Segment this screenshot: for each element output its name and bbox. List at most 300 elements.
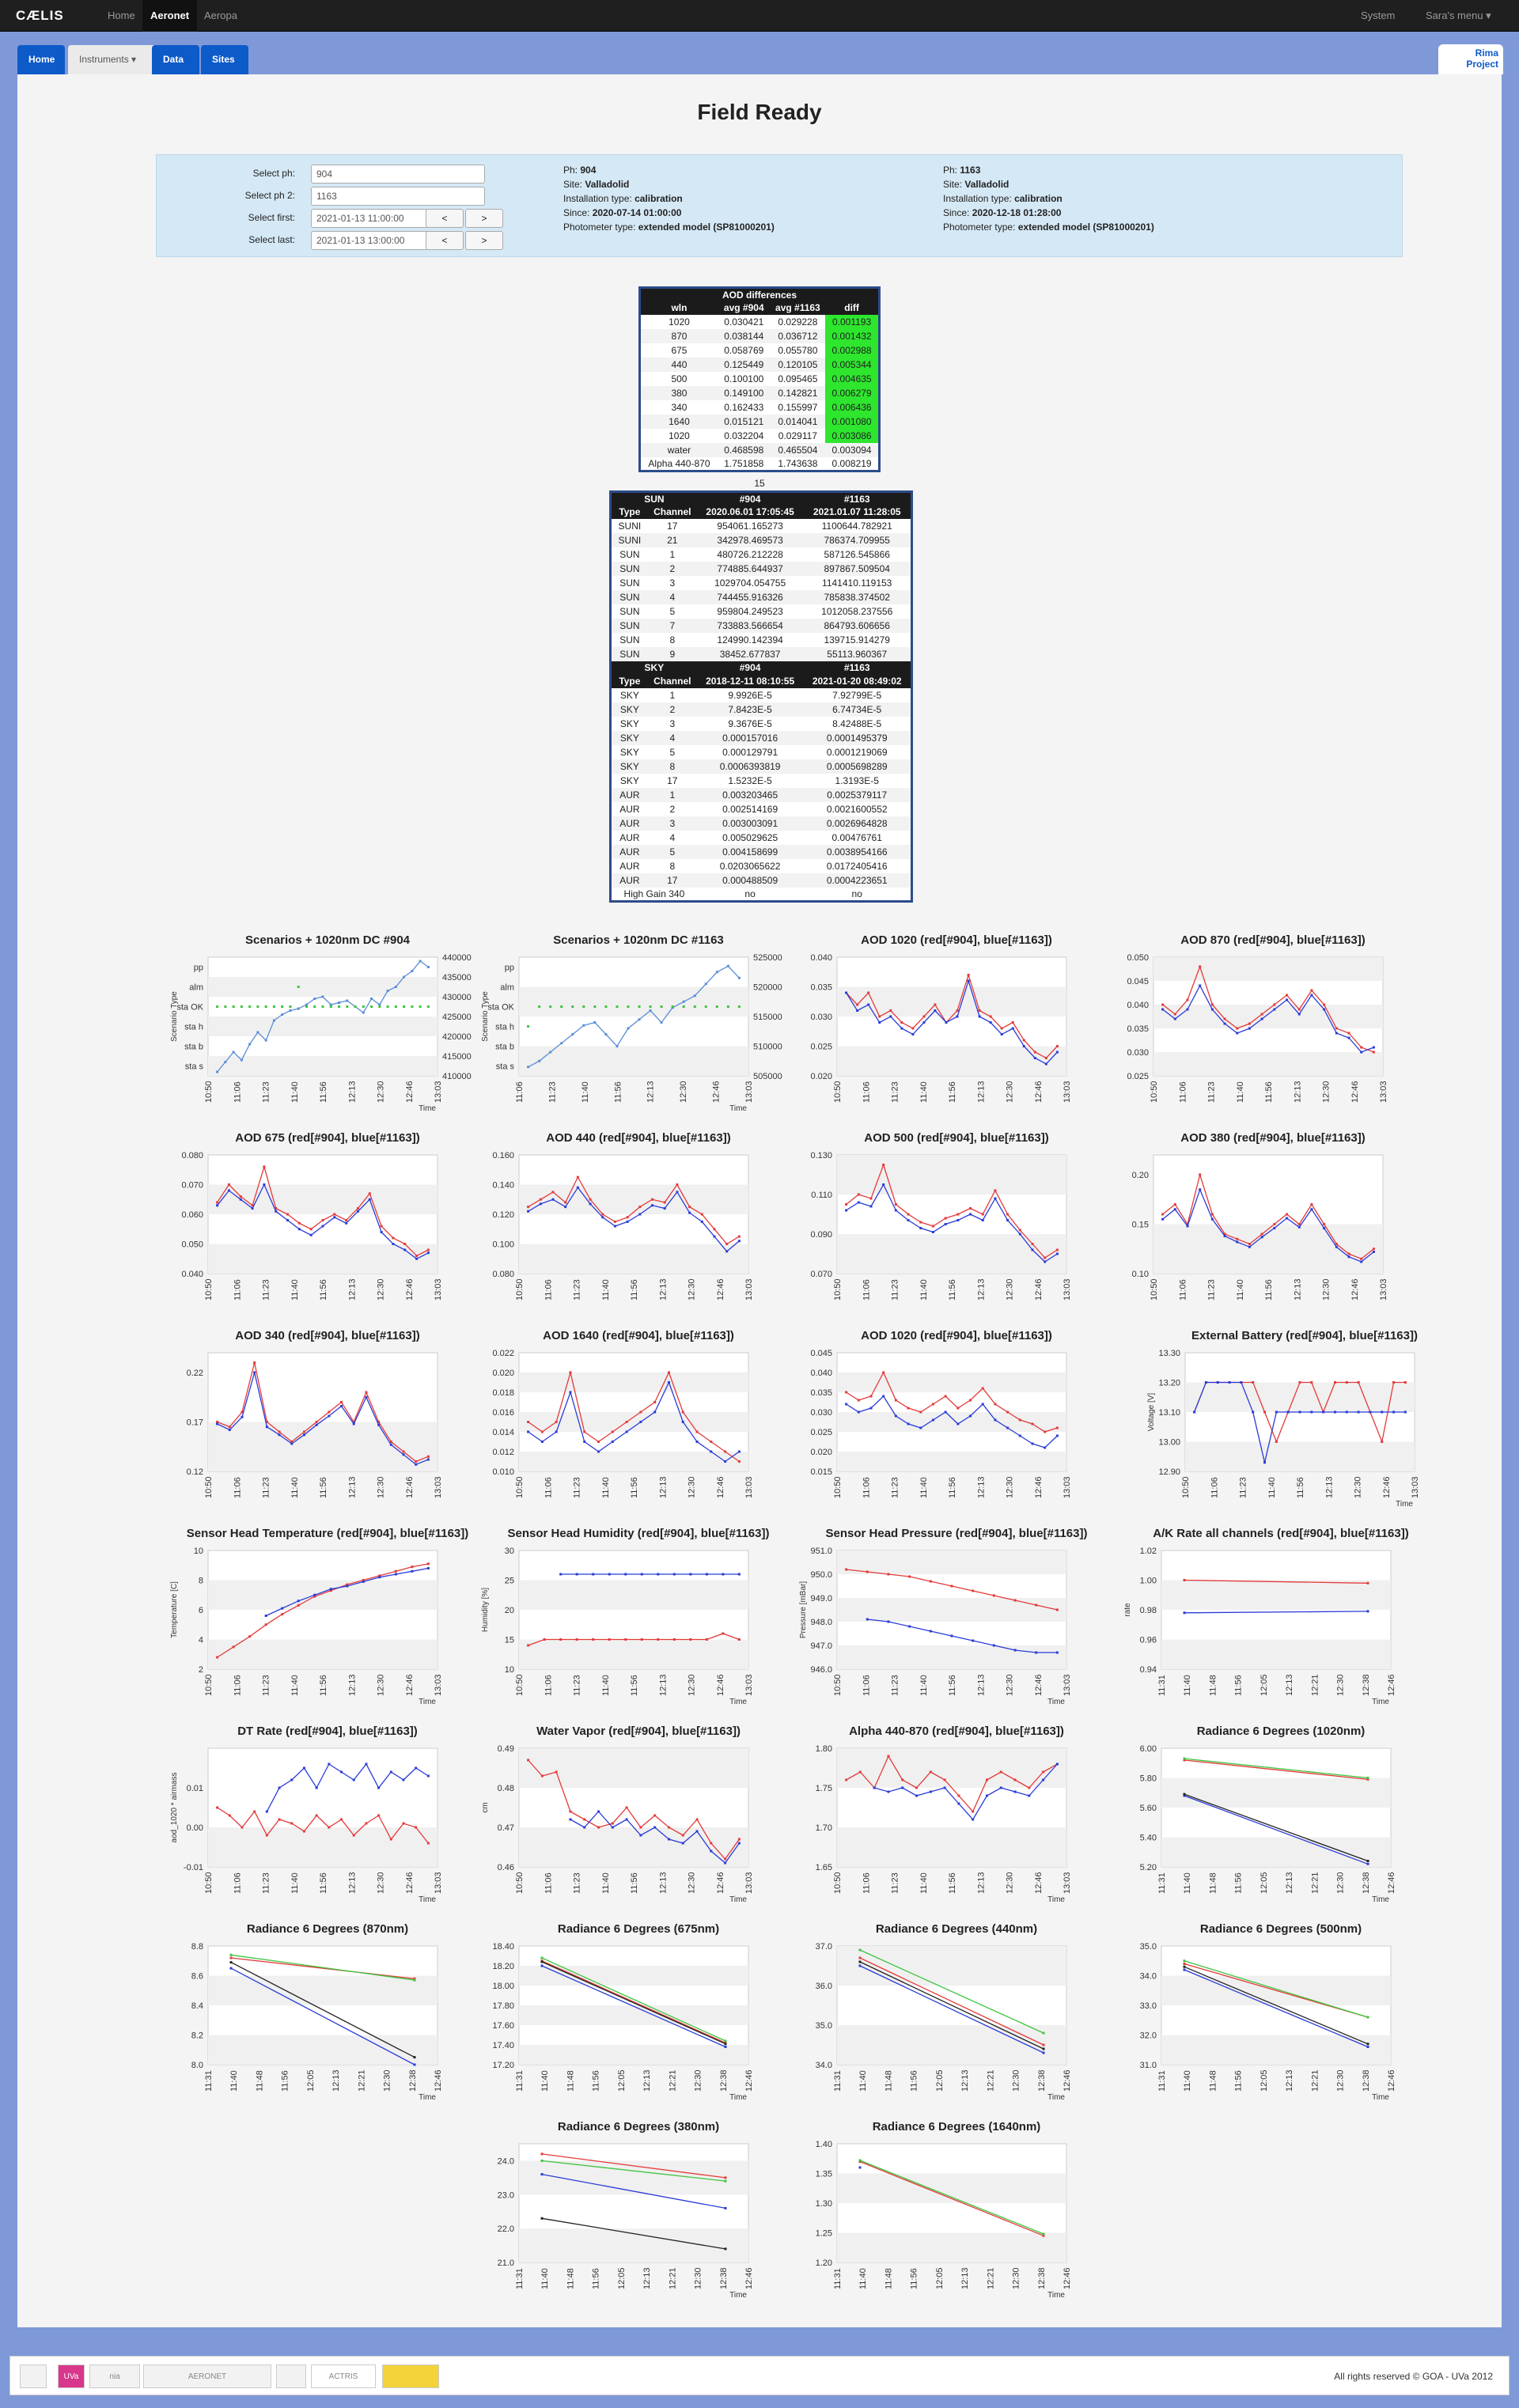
cal-cell: 0.0001219069 xyxy=(826,746,888,758)
y-tick-label: 25 xyxy=(504,1576,514,1586)
x-tick-label: 11:56 xyxy=(630,1279,639,1301)
aod-cell: 0.003086 xyxy=(825,429,879,443)
y-tick-label: 0.080 xyxy=(181,1151,203,1160)
grid-band xyxy=(837,1550,1066,1574)
x-tick-label: 10:50 xyxy=(204,1674,214,1696)
last-prev-button[interactable]: < xyxy=(426,231,464,250)
tab-instruments[interactable]: Instruments ▾ xyxy=(68,45,166,74)
data-point xyxy=(387,990,389,992)
data-point xyxy=(604,1005,607,1008)
y-tick-label: 435000 xyxy=(442,973,472,983)
data-point xyxy=(555,1771,558,1774)
ph1-since-label: Since: xyxy=(563,207,590,218)
cal-cell: 1.5232E-5 xyxy=(728,774,772,786)
data-point xyxy=(638,1213,641,1216)
chart-plot xyxy=(1147,1349,1420,1509)
data-point xyxy=(1310,990,1313,992)
data-point xyxy=(845,1569,847,1571)
y-tick-label: 1.65 xyxy=(815,1863,832,1872)
cal-cell: SUNI xyxy=(618,520,642,532)
y-tick-label: 0.120 xyxy=(492,1210,514,1220)
select-ph2-dropdown[interactable]: 1163 xyxy=(311,187,485,206)
x-tick-label: 11:23 xyxy=(890,1081,900,1103)
data-point xyxy=(298,1228,301,1230)
chart-title: Radiance 6 Degrees (1020nm) xyxy=(1196,1725,1366,1738)
data-point xyxy=(544,1638,546,1641)
data-point xyxy=(286,1213,289,1216)
x-tick-label: 12:21 xyxy=(357,2069,367,2092)
grid-band xyxy=(208,1976,438,2006)
data-point xyxy=(624,1573,627,1576)
data-point xyxy=(694,1005,696,1008)
x-tick-label: 11:23 xyxy=(261,1675,271,1696)
data-point xyxy=(1348,1255,1350,1258)
data-point xyxy=(297,986,300,988)
x-tick-label: 12:38 xyxy=(718,2069,729,2092)
data-point xyxy=(1360,1047,1362,1049)
data-point xyxy=(253,1811,256,1813)
data-point xyxy=(569,1372,571,1374)
y-tick-label: 0.025 xyxy=(810,1428,832,1437)
aod-cell: 0.032204 xyxy=(724,430,764,441)
data-point xyxy=(889,1009,892,1012)
y-tick-label: -0.01 xyxy=(183,1863,203,1872)
data-point xyxy=(651,1198,653,1201)
data-point xyxy=(887,1621,889,1623)
cal-cell: 9.3676E-5 xyxy=(728,717,772,729)
x-tick-label: 11:23 xyxy=(572,1477,582,1498)
data-point xyxy=(1367,2016,1369,2019)
data-point xyxy=(895,1415,897,1418)
x-tick-label: 10:50 xyxy=(1181,1476,1191,1498)
x-tick-label: 11:40 xyxy=(1235,1279,1245,1301)
x-tick-label: 11:40 xyxy=(600,1477,611,1498)
x-axis-label: Time xyxy=(419,1698,436,1706)
data-point xyxy=(297,1600,300,1602)
y-tick-label: 0.090 xyxy=(810,1230,832,1240)
nav-system[interactable]: System xyxy=(1361,9,1396,21)
data-point xyxy=(1286,1213,1288,1216)
aod-cell: 0.005344 xyxy=(825,358,879,372)
data-point xyxy=(969,1213,972,1216)
tab-home[interactable]: Home xyxy=(17,45,65,74)
data-point xyxy=(541,2173,544,2175)
data-point xyxy=(1298,1223,1301,1225)
data-point xyxy=(1224,1018,1226,1020)
data-point xyxy=(676,1183,678,1186)
grid-band xyxy=(837,1234,1066,1274)
data-point xyxy=(415,1460,417,1463)
y-axis-label: Scenario Type xyxy=(481,991,490,1042)
cal-cell: 0.005029625 xyxy=(722,831,778,843)
table-row xyxy=(611,533,912,547)
data-point xyxy=(900,1021,903,1024)
y-tick-label: 2 xyxy=(198,1665,203,1675)
table-row xyxy=(611,774,912,788)
data-point xyxy=(365,1763,367,1766)
cal-cell: 3 xyxy=(669,577,676,589)
data-point xyxy=(415,1767,417,1770)
data-point xyxy=(1348,1037,1350,1039)
data-point xyxy=(725,2207,727,2209)
data-point xyxy=(696,1441,699,1443)
chart-plot xyxy=(170,1748,443,1904)
x-tick-label: 13:03 xyxy=(1063,1278,1072,1301)
data-point xyxy=(1310,994,1313,997)
data-point xyxy=(241,1005,243,1008)
data-point xyxy=(930,1581,932,1583)
data-point xyxy=(265,1005,267,1008)
data-point xyxy=(415,1827,417,1829)
data-point xyxy=(313,1594,316,1596)
x-tick-label: 11:23 xyxy=(572,1872,582,1894)
data-point xyxy=(216,1807,218,1809)
chart-svg xyxy=(162,1745,493,1903)
data-point xyxy=(527,1210,529,1213)
data-point xyxy=(934,1009,936,1012)
grid-band xyxy=(208,1581,438,1611)
data-point xyxy=(1035,1604,1037,1607)
data-point xyxy=(1184,1959,1186,1962)
data-point xyxy=(224,1005,226,1008)
data-point xyxy=(911,1028,914,1030)
y-tick-label: 0.17 xyxy=(186,1418,203,1428)
x-tick-label: 11:06 xyxy=(862,1872,872,1894)
y-tick-label: 0.020 xyxy=(492,1369,514,1378)
cal-cell: 0.0038954166 xyxy=(803,845,911,859)
y-tick-label: 1.30 xyxy=(815,2199,832,2209)
x-tick-label: 12:21 xyxy=(986,2267,996,2289)
first-prev-button[interactable]: < xyxy=(426,209,464,228)
grid-band xyxy=(837,2025,1066,2065)
chart-21 xyxy=(162,1922,493,2104)
aod-cell: 0.149100 xyxy=(718,386,771,400)
y-tick-label: 21.0 xyxy=(497,2258,514,2268)
data-point xyxy=(1184,1758,1186,1760)
data-point xyxy=(650,1005,652,1008)
chart-plot xyxy=(1132,1155,1388,1301)
data-point xyxy=(869,1206,872,1208)
x-tick-label: 11:56 xyxy=(613,1081,623,1103)
data-point xyxy=(230,1954,233,1956)
x-tick-label: 11:06 xyxy=(233,1081,243,1103)
data-point xyxy=(266,1425,268,1428)
data-point xyxy=(696,1831,699,1833)
data-point xyxy=(1252,1411,1254,1414)
grid-band xyxy=(1185,1442,1415,1472)
data-point xyxy=(900,1028,903,1030)
data-point xyxy=(1019,1233,1021,1236)
data-point xyxy=(266,1834,268,1837)
data-point xyxy=(1043,2052,1045,2054)
y-tick-label: 5.20 xyxy=(1139,1863,1157,1872)
nav-home[interactable]: Home xyxy=(108,9,135,21)
x-tick-label: 12:05 xyxy=(1259,1872,1269,1894)
x-tick-label: 12:30 xyxy=(1011,2267,1021,2289)
grid-band xyxy=(837,987,1066,1017)
data-point xyxy=(338,1005,340,1008)
data-point xyxy=(1211,1004,1214,1006)
data-point xyxy=(845,1210,847,1212)
data-point xyxy=(583,1441,585,1443)
cal-cell: no xyxy=(744,888,756,899)
cal-cell: 17 xyxy=(667,774,678,786)
ministry-logo xyxy=(382,2364,439,2388)
y-tick-label: 4 xyxy=(198,1635,203,1645)
data-point xyxy=(945,1223,947,1225)
data-point xyxy=(241,1827,243,1829)
aod-table-header: wln xyxy=(640,301,718,315)
data-point xyxy=(727,965,729,967)
chart-16 xyxy=(1116,1527,1446,1709)
cal-cell: 4 xyxy=(648,590,697,604)
chart-svg xyxy=(791,954,1122,1112)
data-point xyxy=(1323,1227,1325,1229)
data-point xyxy=(1229,1381,1231,1384)
data-point xyxy=(653,1411,656,1414)
aod-cell: water xyxy=(640,443,718,457)
data-point xyxy=(290,1823,293,1825)
x-tick-label: 11:40 xyxy=(290,1477,300,1498)
grid-band xyxy=(837,2233,1066,2263)
y-tick-label: 0.060 xyxy=(181,1210,203,1220)
y-tick-label: 0.025 xyxy=(1127,1072,1149,1081)
data-point xyxy=(668,1827,670,1829)
data-point xyxy=(968,980,970,983)
cal-cell: SUNI xyxy=(611,533,648,547)
data-point xyxy=(305,1005,308,1008)
data-point xyxy=(365,1823,367,1825)
data-point xyxy=(725,2176,727,2179)
grid-band xyxy=(837,1412,1066,1432)
x-tick-label: 12:46 xyxy=(434,2069,443,2092)
data-point xyxy=(657,1638,659,1641)
data-point xyxy=(725,2180,727,2183)
category-label: pp xyxy=(193,963,203,973)
chart-plot xyxy=(492,1151,754,1301)
x-tick-label: 12:38 xyxy=(1036,2069,1047,2092)
x-tick-label: 11:56 xyxy=(280,2070,290,2092)
data-point xyxy=(932,1403,934,1406)
aod-cell: 0.155997 xyxy=(778,401,818,413)
data-point xyxy=(377,1787,380,1789)
chart-title: Radiance 6 Degrees (500nm) xyxy=(1199,1922,1362,1936)
nav-aeropa[interactable]: Aeropa xyxy=(204,9,237,21)
select-first-input[interactable]: 2021-01-13 11:00:00 xyxy=(311,209,430,228)
data-point xyxy=(738,1236,741,1238)
data-point xyxy=(390,1444,392,1446)
cal-cell: 1 xyxy=(669,689,676,701)
chart-24 xyxy=(1116,1922,1446,2104)
data-point xyxy=(1032,1243,1034,1245)
data-point xyxy=(738,1638,741,1641)
data-point xyxy=(945,1395,947,1398)
nav-user-menu[interactable]: Sara's menu ▾ xyxy=(1426,9,1491,21)
x-tick-label: 11:40 xyxy=(858,2070,869,2092)
chart-svg xyxy=(473,1745,804,1903)
x-axis-label: Time xyxy=(1047,1698,1065,1706)
y-tick-label: 18.40 xyxy=(492,1942,514,1952)
data-point xyxy=(1044,1431,1046,1433)
select-ph-dropdown[interactable]: 904 xyxy=(311,165,485,184)
data-point xyxy=(559,1573,562,1576)
data-point xyxy=(415,1258,418,1260)
x-axis-label: Time xyxy=(1372,1698,1389,1706)
data-point xyxy=(403,1823,405,1825)
data-point xyxy=(945,1217,947,1220)
cal-cell: 2 xyxy=(648,562,697,576)
y-tick-label: 13.00 xyxy=(1158,1437,1180,1448)
x-tick-label: 11:48 xyxy=(884,2268,894,2289)
y-tick-label: 0.140 xyxy=(492,1180,514,1191)
x-axis-label: Time xyxy=(729,2093,747,2102)
chart-plot xyxy=(481,953,782,1113)
table-row xyxy=(611,688,912,702)
x-tick-label: 11:56 xyxy=(1264,1279,1274,1301)
x-tick-label: 10:50 xyxy=(833,1674,843,1696)
y-tick-label: 0.040 xyxy=(181,1270,203,1279)
data-point xyxy=(1174,1203,1176,1206)
grid-band xyxy=(837,1598,1066,1622)
data-point xyxy=(626,1431,628,1433)
aod-cell: 0.120105 xyxy=(771,358,826,372)
table-row xyxy=(611,717,912,731)
data-point xyxy=(253,1372,256,1374)
data-point xyxy=(979,1009,981,1012)
x-tick-label: 11:31 xyxy=(1157,1675,1167,1696)
chart-title: Sensor Head Humidity (red[#904], blue[#1163]) xyxy=(507,1527,770,1540)
grid-band xyxy=(208,1017,438,1036)
chart-plot xyxy=(170,1547,443,1706)
chart-svg xyxy=(473,1350,804,1508)
data-point xyxy=(908,1576,911,1578)
data-point xyxy=(972,1590,974,1592)
cal-cell: 480726.212228 xyxy=(717,548,783,560)
chart-plot xyxy=(816,1942,1072,2102)
select-last-input[interactable]: 2021-01-13 13:00:00 xyxy=(311,231,430,250)
table-row xyxy=(640,400,880,415)
cal-cell: 2 xyxy=(648,702,697,717)
cal-cell: 0.0172405416 xyxy=(826,860,888,872)
x-tick-label: 11:40 xyxy=(1235,1081,1245,1103)
data-point xyxy=(346,1005,348,1008)
data-point xyxy=(627,1028,629,1030)
copyright-text: All rights reserved © GOA - UVa 2012 xyxy=(1334,2371,1493,2382)
data-point xyxy=(724,1460,726,1463)
data-point xyxy=(549,1051,551,1054)
data-point xyxy=(714,1236,716,1238)
data-point xyxy=(1367,2046,1369,2048)
x-tick-label: 11:23 xyxy=(261,1081,271,1103)
y-tick-label: 949.0 xyxy=(810,1594,832,1603)
y-tick-label: 34.0 xyxy=(1139,1971,1157,1982)
last-next-button[interactable]: > xyxy=(465,231,503,250)
first-next-button[interactable]: > xyxy=(465,209,503,228)
cal-cell: 342978.469573 xyxy=(697,533,804,547)
tab-sites[interactable]: Sites xyxy=(201,45,248,74)
y-tick-label: 10 xyxy=(193,1547,203,1556)
data-point xyxy=(297,1604,300,1607)
x-tick-label: 12:30 xyxy=(693,2069,703,2092)
caelis-logo[interactable]: CÆLIS xyxy=(16,8,64,23)
data-point xyxy=(727,1005,729,1008)
data-point xyxy=(340,1771,343,1774)
x-axis-label: Time xyxy=(1372,2093,1389,2102)
x-tick-label: 11:40 xyxy=(600,1675,611,1696)
chart-svg xyxy=(473,1547,804,1706)
data-point xyxy=(714,1228,716,1230)
y-tick-label: 17.80 xyxy=(492,2001,514,2011)
data-point xyxy=(278,1819,281,1821)
x-tick-label: 11:48 xyxy=(566,2070,576,2092)
data-point xyxy=(560,1042,563,1044)
x-tick-label: 11:48 xyxy=(1208,2070,1218,2092)
x-tick-label: 11:40 xyxy=(919,1279,929,1301)
x-tick-label: 12:21 xyxy=(1310,1872,1320,1894)
data-point xyxy=(1023,1039,1025,1042)
data-point xyxy=(859,2167,862,2169)
chart-plot xyxy=(1140,1942,1396,2102)
data-point xyxy=(564,1206,566,1208)
x-tick-label: 10:50 xyxy=(515,1476,525,1498)
table-row xyxy=(640,358,880,372)
x-tick-label: 11:23 xyxy=(890,1872,900,1894)
x-tick-label: 11:23 xyxy=(890,1675,900,1696)
x-tick-label: 12:13 xyxy=(642,2267,653,2289)
tab-data[interactable]: Data xyxy=(152,45,199,74)
category-label: sta OK xyxy=(487,1002,514,1013)
data-point xyxy=(722,1573,724,1576)
x-tick-label: 12:46 xyxy=(1387,1674,1396,1696)
nav-aeronet[interactable]: Aeronet xyxy=(142,0,197,32)
y-tick-label: 15 xyxy=(504,1635,514,1645)
data-point xyxy=(378,1576,381,1578)
data-point xyxy=(945,1411,947,1414)
cal-cell: AUR xyxy=(619,831,640,843)
data-point xyxy=(381,1231,383,1233)
data-point xyxy=(706,1573,708,1576)
data-point xyxy=(668,1372,670,1374)
data-point xyxy=(738,1842,741,1845)
data-point xyxy=(1273,1004,1275,1006)
sun-head: SUN xyxy=(611,492,697,505)
data-point xyxy=(357,1207,359,1210)
data-point xyxy=(549,1005,551,1008)
data-point xyxy=(627,1221,629,1223)
aod-cell: 1.743638 xyxy=(778,457,818,469)
chart-svg xyxy=(791,1943,1122,2101)
table-row xyxy=(640,443,880,457)
y-tick-label: 35.0 xyxy=(1139,1942,1157,1952)
data-point xyxy=(310,1228,313,1230)
y-tick-label: 425000 xyxy=(442,1013,472,1022)
x-tick-label: 11:31 xyxy=(1157,2070,1167,2092)
cal-cell: 0.0026964828 xyxy=(803,816,911,831)
data-point xyxy=(664,1202,666,1204)
data-point xyxy=(576,1638,578,1641)
x-tick-label: 12:46 xyxy=(744,2069,754,2092)
grid-band xyxy=(519,1966,748,1986)
cal-cell: 0.0006393819 xyxy=(697,759,804,774)
x-tick-label: 12:38 xyxy=(1036,2267,1047,2289)
aod-cell: 0.100100 xyxy=(724,373,764,384)
aod-cell: 0.015121 xyxy=(718,415,771,429)
grid-band xyxy=(1161,1581,1391,1611)
data-point xyxy=(395,986,397,988)
y-tick-label: 0.94 xyxy=(1139,1665,1157,1675)
data-point xyxy=(972,1640,974,1642)
sun-subhead: 2020.06.01 17:05:45 xyxy=(697,505,804,519)
